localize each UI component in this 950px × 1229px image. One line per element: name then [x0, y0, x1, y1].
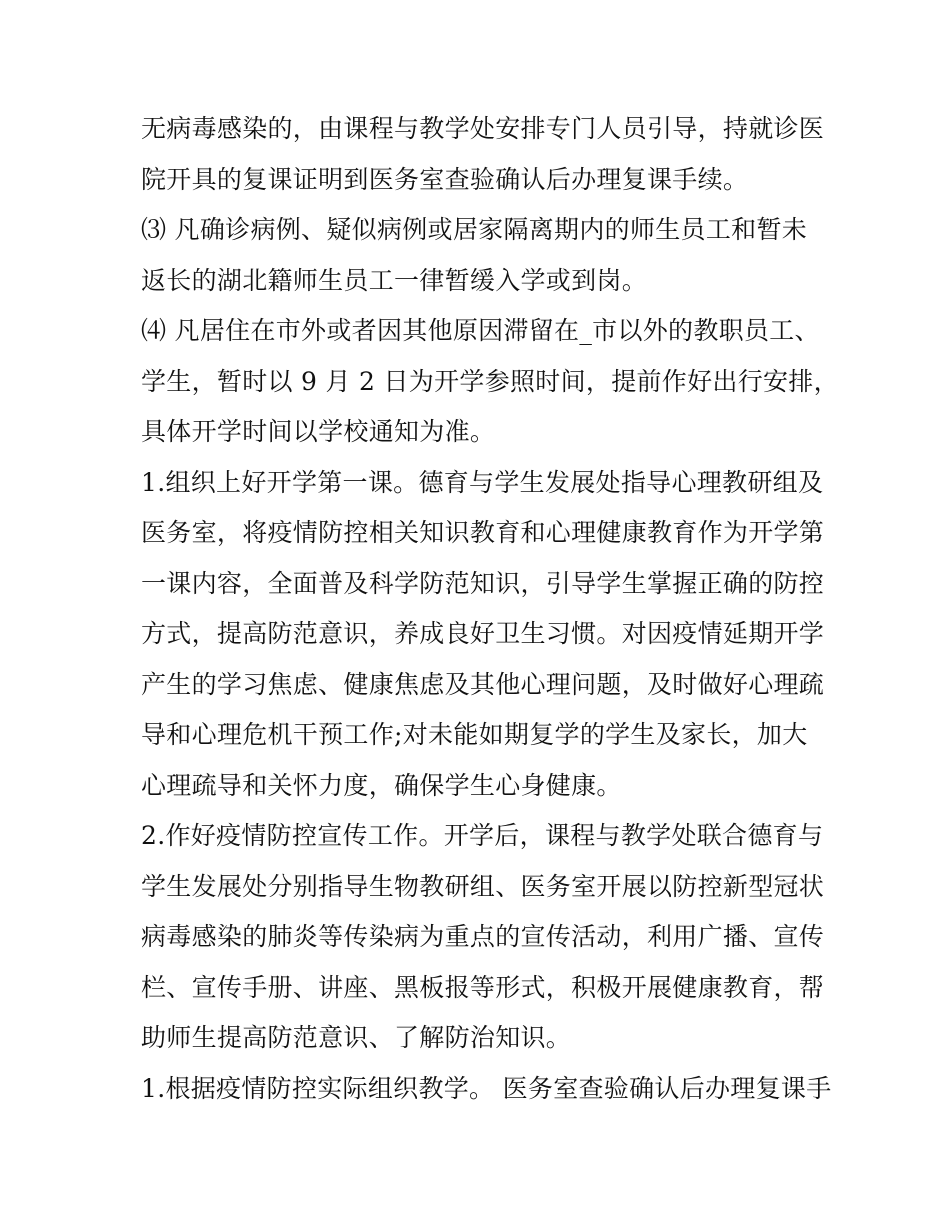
text-line: 医务室，将疫情防控相关知识教育和心理健康教育作为开学第	[141, 518, 825, 547]
text-line: 病毒感染的肺炎等传染病为重点的宣传活动，利用广播、宣传	[141, 922, 825, 951]
text-line: 院开具的复课证明到医务室查验确认后办理复课手续。	[141, 164, 749, 194]
text-line: ⑷ 凡居住在市外或者因其他原因滞留在_市以外的教职员工、	[141, 316, 820, 345]
text-line: 1.组织上好开学第一课。德育与学生发展处指导心理教研组及	[141, 467, 824, 497]
text-line: 方式，提高防范意识，养成良好卫生习惯。对因疫情延期开学	[141, 619, 825, 648]
text-line: 1.根据疫情防控实际组织教学。 医务室查验确认后办理复课手	[141, 1073, 832, 1103]
text-line: 学生发展处分别指导生物教研组、医务室开展以防控新型冠状	[141, 871, 825, 901]
document-body	[141, 104, 839, 1114]
text-line: 栏、宣传手册、讲座、黑板报等形式，积极开展健康教育，帮	[141, 972, 825, 1002]
text-line: 一课内容，全面普及科学防范知识，引导学生掌握正确的防控	[141, 568, 825, 598]
text-line: 产生的学习焦虑、健康焦虑及其他心理问题，及时做好心理疏	[141, 669, 825, 699]
text-line: 返长的湖北籍师生员工一律暂缓入学或到岗。	[141, 265, 648, 295]
text-line: 学生，暂时以 9 月 2 日为开学参照时间，提前作好出行安排，	[141, 366, 839, 396]
text-line: 助师生提高防范意识、了解防治知识。	[141, 1023, 572, 1052]
text-line: 具体开学时间以学校通知为准。	[141, 417, 496, 446]
text-line: 2.作好疫情防控宣传工作。开学后，课程与教学处联合德育与	[141, 821, 824, 850]
text-line: 导和心理危机干预工作;对未能如期复学的学生及家长，加大	[141, 720, 808, 749]
text-line: 心理疏导和关怀力度，确保学生心身健康。	[141, 770, 622, 800]
text-line: ⑶ 凡确诊病例、疑似病例或居家隔离期内的师生员工和暂未	[141, 215, 808, 244]
text-line: 无病毒感染的，由课程与教学处安排专门人员引导，持就诊医	[141, 114, 825, 143]
